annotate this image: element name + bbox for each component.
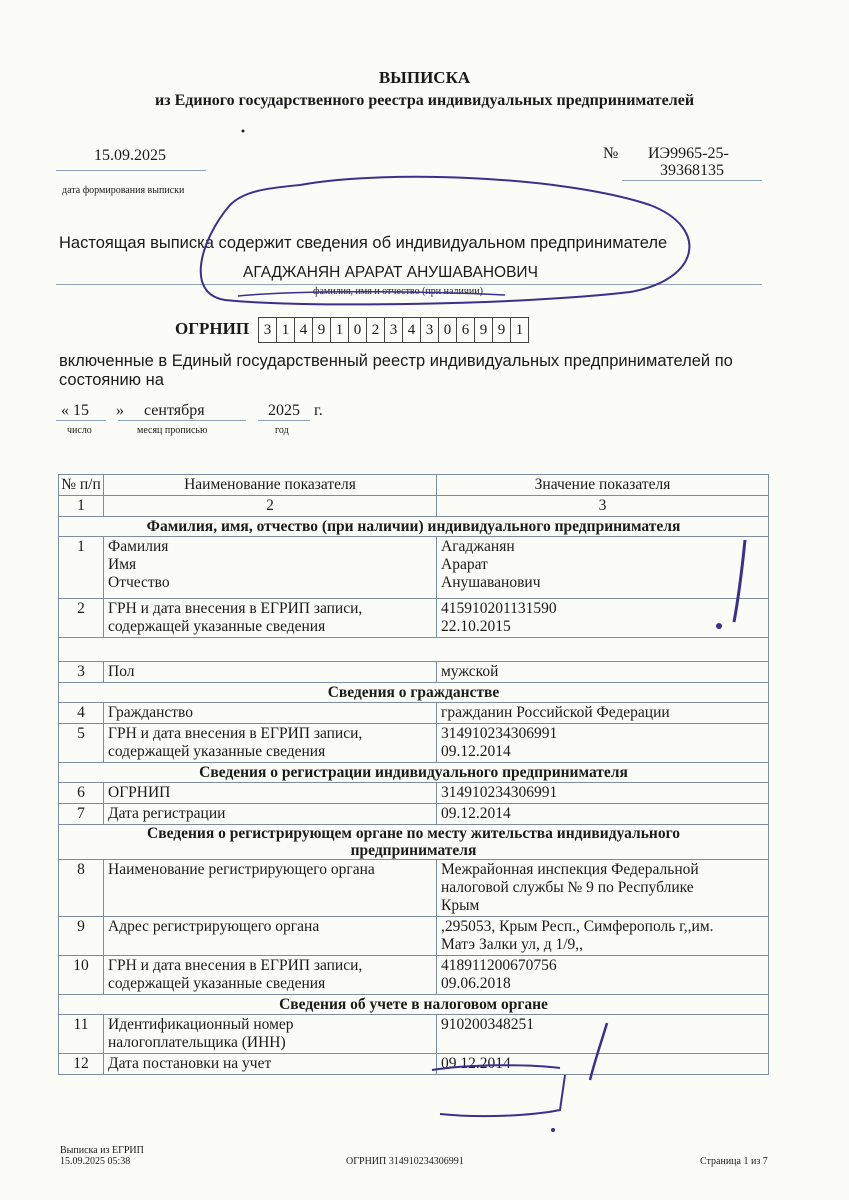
date-month: сентября: [144, 402, 205, 419]
number-sign: №: [603, 145, 619, 162]
row-value: 314910234306991: [437, 783, 769, 804]
ogrnip-digit-boxes: [258, 317, 529, 343]
table-row: [59, 1015, 769, 1054]
empty-cell: [59, 638, 769, 662]
date-day-close: »: [116, 402, 124, 419]
extract-date-caption: дата формирования выписки: [62, 185, 185, 196]
row-indicator: ОГРНИП: [104, 783, 437, 804]
ogrnip-digit: 9: [474, 317, 492, 343]
row-number: 12: [59, 1054, 104, 1075]
table-row: [59, 537, 769, 599]
person-name-caption: фамилия, имя и отчество (при наличии): [313, 286, 483, 297]
table-row: [59, 703, 769, 724]
extract-number-line2: 39368135: [660, 162, 724, 179]
row-indicator: [104, 599, 437, 638]
col-index: 1: [59, 496, 104, 517]
row-indicator: [104, 1015, 437, 1054]
row-indicator: Дата регистрации: [104, 804, 437, 825]
row-number: 8: [59, 860, 104, 917]
date-year: 2025: [268, 402, 300, 419]
ogrnip-digit: 4: [402, 317, 420, 343]
row-indicator: [104, 537, 437, 599]
extract-number-line1: ИЭ9965-25-: [648, 145, 729, 162]
col-header-number: № п/п: [59, 475, 104, 496]
row-value-line: Матэ Залки ул, д 1/9,,: [441, 936, 584, 953]
section-row: [59, 825, 769, 860]
footer-left-line2: 15.09.2025 05:38: [60, 1156, 131, 1167]
row-indicator-line: Фамилия: [108, 538, 169, 555]
row-value-line: ,295053, Крым Респ., Симферополь г,,им.: [441, 918, 714, 935]
extract-date: 15.09.2025: [94, 147, 166, 164]
row-number: 7: [59, 804, 104, 825]
row-value-line: Арарат: [441, 556, 488, 573]
table-row: [59, 783, 769, 804]
date-day: « 15: [61, 402, 89, 419]
col-header-indicator: Наименование показателя: [104, 475, 437, 496]
row-value-inn: 910200348251: [437, 1015, 769, 1054]
row-value-line: 415910201131590: [441, 600, 557, 617]
ogrnip-digit: 3: [258, 317, 276, 343]
row-number: 4: [59, 703, 104, 724]
row-indicator-line: содержащей указанные сведения: [108, 975, 326, 992]
table-row: [59, 1054, 769, 1075]
ink-dot: [551, 1128, 555, 1132]
ogrnip-digit: 4: [294, 317, 312, 343]
row-number: 3: [59, 662, 104, 683]
row-indicator: [104, 724, 437, 763]
row-value: мужской: [437, 662, 769, 683]
ogrnip-digit: 9: [312, 317, 330, 343]
row-value-line: 22.10.2015: [441, 618, 511, 635]
caption-year: год: [275, 425, 289, 436]
footer-left-line1: Выписка из ЕГРИП: [60, 1145, 144, 1156]
section-row: [59, 683, 769, 703]
row-number: 6: [59, 783, 104, 804]
col-index: 3: [437, 496, 769, 517]
ogrnip-digit: 0: [438, 317, 456, 343]
row-number: 2: [59, 599, 104, 638]
row-value: 09.12.2014: [437, 804, 769, 825]
row-value: [437, 724, 769, 763]
row-indicator: Гражданство: [104, 703, 437, 724]
row-value: 09.12.2014: [437, 1054, 769, 1075]
row-indicator-line: Идентификационный номер: [108, 1016, 294, 1033]
row-indicator: Пол: [104, 662, 437, 683]
footer-center: ОГРНИП 314910234306991: [346, 1156, 464, 1167]
row-indicator-line: содержащей указанные сведения: [108, 618, 326, 635]
table-row: [59, 599, 769, 638]
date-year-suffix: г.: [314, 402, 323, 419]
row-indicator-line: ГРН и дата внесения в ЕГРИП записи,: [108, 957, 363, 974]
row-indicator-line: ГРН и дата внесения в ЕГРИП записи,: [108, 725, 363, 742]
caption-month: месяц прописью: [137, 425, 208, 436]
row-value: [437, 537, 769, 599]
footer-page: Страница 1 из 7: [700, 1156, 768, 1167]
col-header-value: Значение показателя: [437, 475, 769, 496]
row-indicator: Адрес регистрирующего органа: [104, 917, 437, 956]
col-index: 2: [104, 496, 437, 517]
row-value: [437, 956, 769, 995]
caption-day: число: [67, 425, 92, 436]
row-indicator-line: налогоплательщика (ИНН): [108, 1034, 286, 1051]
row-indicator-line: ГРН и дата внесения в ЕГРИП записи,: [108, 600, 363, 617]
document-title: ВЫПИСКА: [378, 68, 471, 87]
ogrnip-digit: 2: [366, 317, 384, 343]
row-value: гражданин Российской Федерации: [437, 703, 769, 724]
row-number: 10: [59, 956, 104, 995]
section-row: [59, 763, 769, 783]
row-indicator-line: Отчество: [108, 574, 170, 591]
row-indicator: Наименование регистрирующего органа: [104, 860, 437, 917]
row-value-line: 09.12.2014: [441, 743, 511, 760]
section-authority-title: Сведения о регистрирующем органе по месту жительства индивидуального предпринимателя: [59, 825, 769, 860]
row-value-line: 418911200670756: [441, 957, 557, 974]
intro-text: Настоящая выписка содержит сведения об индивидуальном предпринимателе: [59, 234, 668, 252]
ogrnip-digit: 1: [510, 317, 529, 343]
person-name: АГАДЖАНЯН АРАРАТ АНУШАВАНОВИЧ: [243, 264, 538, 281]
ogrnip-digit: 1: [330, 317, 348, 343]
row-number: 1: [59, 537, 104, 599]
row-value: [437, 599, 769, 638]
ink-dot: [242, 130, 245, 133]
table-row: [59, 860, 769, 917]
ogrnip-digit: 3: [420, 317, 438, 343]
section-registration-title: Сведения о регистрации индивидуального предпринимателя: [59, 763, 769, 783]
row-number: 5: [59, 724, 104, 763]
row-value: [437, 860, 769, 917]
table-header-row: [59, 475, 769, 496]
ogrnip-digit: 1: [276, 317, 294, 343]
spacer-row: [59, 638, 769, 662]
ogrnip-digit: 6: [456, 317, 474, 343]
included-text-line1: включенные в Единый государственный реестр индивидуальных предпринимателей по: [59, 352, 733, 370]
table-row: [59, 724, 769, 763]
row-value: [437, 917, 769, 956]
row-number: 9: [59, 917, 104, 956]
row-value-line: 09.06.2018: [441, 975, 511, 992]
row-value-line: налоговой службы № 9 по Республике: [441, 879, 694, 896]
ogrnip-label: ОГРНИП: [175, 319, 250, 338]
row-value-line: Агаджанян: [441, 538, 515, 555]
register-table: [58, 474, 769, 1075]
section-tax-title: Сведения об учете в налоговом органе: [59, 995, 769, 1015]
table-row: [59, 917, 769, 956]
ogrnip-digit: 3: [384, 317, 402, 343]
row-value-line: Анушаванович: [441, 574, 541, 591]
row-indicator: Дата постановки на учет: [104, 1054, 437, 1075]
document-subtitle: из Единого государственного реестра индивидуальных предпринимателей: [154, 92, 695, 109]
row-value-line: 314910234306991: [441, 725, 558, 742]
ink-underline-date: [440, 1075, 565, 1116]
row-value-line: Крым: [441, 897, 480, 914]
included-text-line2: состоянию на: [59, 371, 164, 389]
section-row: [59, 995, 769, 1015]
section-row: [59, 517, 769, 537]
row-indicator-line: содержащей указанные сведения: [108, 743, 326, 760]
row-indicator-line: Имя: [108, 556, 137, 573]
table-row: [59, 662, 769, 683]
row-number: 11: [59, 1015, 104, 1054]
ogrnip-digit: 9: [492, 317, 510, 343]
table-row: [59, 804, 769, 825]
table-row: [59, 956, 769, 995]
row-indicator: [104, 956, 437, 995]
ogrnip-digit: 0: [348, 317, 366, 343]
section-name-title: Фамилия, имя, отчество (при наличии) индивидуального предпринимателя: [59, 517, 769, 537]
section-citizenship-title: Сведения о гражданстве: [59, 683, 769, 703]
row-value-line: Межрайонная инспекция Федеральной: [441, 861, 699, 878]
table-index-row: [59, 496, 769, 517]
